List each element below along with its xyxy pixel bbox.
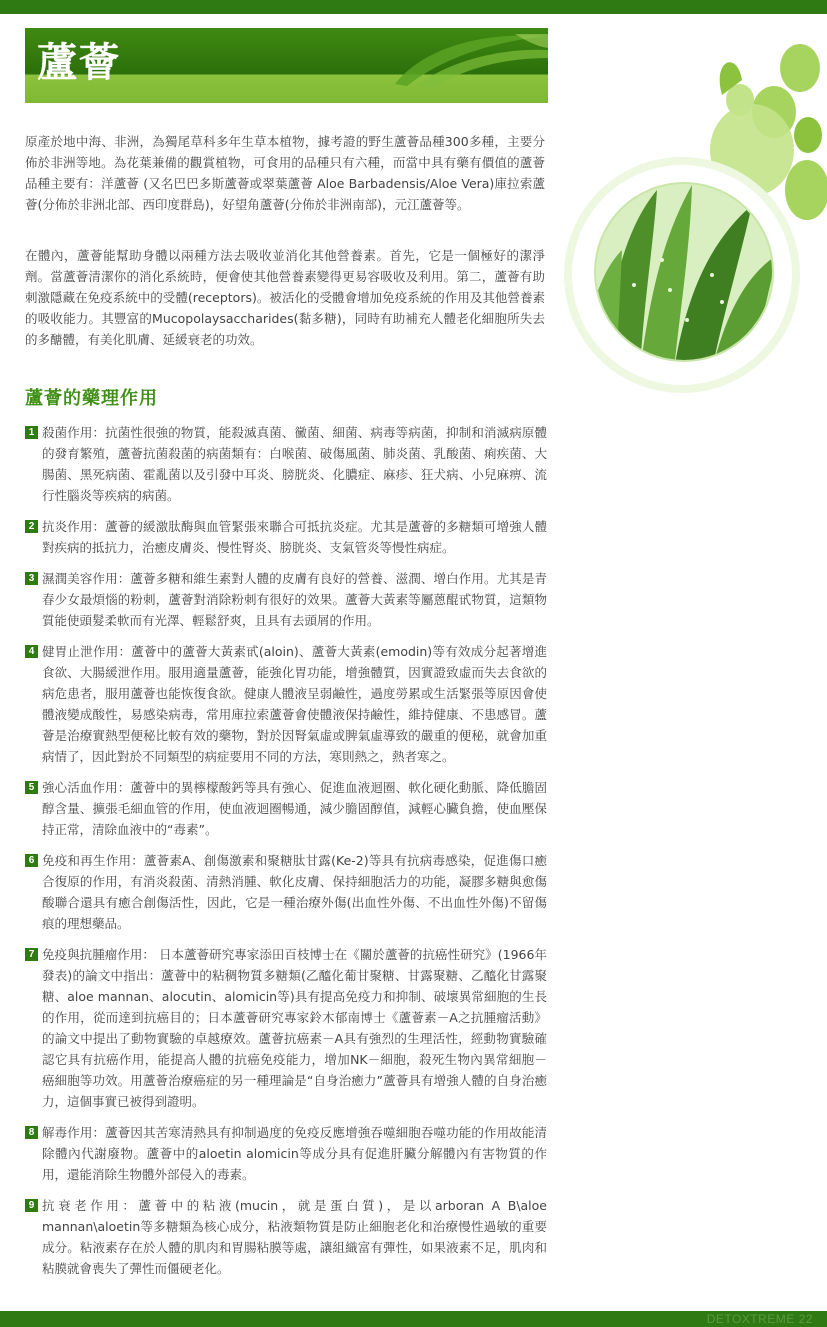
list-item-text: 免疫和再生作用：蘆薈素A、創傷激素和聚糖肽甘露(Ke-2)等具有抗病毒感染，促進傷口癒合復原的作用，有消炎殺菌、清熱消腫、軟化皮膚、保持細胞活力的功能，凝膠多糖與愈傷酸聯合還具有癒合創傷活性，因此，它是一種治療外傷(出血性外傷、不出血性外傷)不留傷痕的理想藥品。 xyxy=(42,853,547,931)
list-item xyxy=(25,777,547,840)
number-badge-icon: 3 xyxy=(25,572,38,585)
list-item xyxy=(25,641,547,767)
list-item xyxy=(25,944,547,1112)
effects-list xyxy=(25,422,547,1289)
list-item xyxy=(25,422,547,506)
bottom-bar xyxy=(0,1311,827,1327)
number-badge-icon: 7 xyxy=(25,948,38,961)
intro-paragraph: 在體內，蘆薈能幫助身體以兩種方法去吸收並消化其他營養素。首先，它是一個極好的潔淨劑。當蘆薈清潔你的消化系統時，便會使其他營養素變得更易容吸收及利用。第二，蘆薈有助刺激隱藏在免疫系統中的受體(receptors)。被活化的受體會增加免疫系統的作用及其他營養素的吸收能力。其豐富的Mucopolaysaccharides(黏多糖)，同時有助補充人體老化細胞所失去的多醣體，有美化肌膚、延緩衰老的功效。 xyxy=(25,248,545,347)
list-item xyxy=(25,568,547,631)
aloe-leaves-illustration xyxy=(562,40,827,400)
number-badge-icon: 1 xyxy=(25,426,38,439)
list-item xyxy=(25,1122,547,1185)
number-badge-icon: 4 xyxy=(25,645,38,658)
list-item xyxy=(25,850,547,934)
list-item-text: 殺菌作用：抗菌性很強的物質，能殺滅真菌、黴菌、細菌、病毒等病菌，抑制和消滅病原體的發育繁殖，蘆薈抗菌殺菌的病菌類有：白喉菌、破傷風菌、肺炎菌、乳酸菌、痢疾菌、大腸菌、黑死病菌、霍亂菌以及引發中耳炎、膀胱炎、化膿症、麻疹、狂犬病、小兒麻痹、流行性腦炎等疾病的病菌。 xyxy=(42,425,547,503)
leaf-swirl-icon xyxy=(385,28,548,88)
list-item xyxy=(25,516,547,558)
number-badge-icon: 6 xyxy=(25,854,38,867)
list-item-text: 解毒作用：蘆薈因其苦寒清熱具有抑制過度的免疫反應增強吞噬細胞吞噬功能的作用故能清除體內代謝廢物。蘆薈中的aloetin alomicin等成分具有促進肝臟分解體內有害物質的作用，還能消除生物體外部侵入的毒素。 xyxy=(42,1125,547,1182)
list-item-text: 免疫與抗腫瘤作用： 日本蘆薈研究專家添田百枝博士在《關於蘆薈的抗癌性研究》(1966年發表)的論文中指出：蘆薈中的粘稠物質多糖類(乙醯化葡甘聚糖、甘露聚糖、乙醯化甘露聚糖、aloe mannan、alocutin、alomicin等)具有提高免疫力和抑制、破壞異常細胞的生長的作用，從而達到抗癌目的；日本蘆薈研究專家鈴木郁南博士《蘆薈素－A之抗腫瘤活動》的論文中提出了動物實驗的卓越療效。蘆薈抗癌素－A具有強烈的生理活性，經動物實驗確認它具有抗癌作用，能提高人體的抗癌免疫能力，增加NK－細胞，殺死生物內異常細胞－癌細胞等功效。用蘆薈治療癌症的另一種理論是“自身治癒力”蘆薈具有增強人體的自身治癒力，這個事實已被得到證明。 xyxy=(42,947,547,1109)
list-item xyxy=(25,1195,547,1279)
list-item-text: 濕潤美容作用：蘆薈多糖和維生素對人體的皮膚有良好的營養、滋潤、增白作用。尤其是青春少女最煩惱的粉刺，蘆薈對消除粉刺有很好的效果。蘆薈大黃素等屬蒽醌甙物質，這類物質能使頭髮柔軟而有光澤、輕鬆舒爽，且具有去頭屑的作用。 xyxy=(42,571,547,628)
intro-paragraph: 原產於地中海、非洲，為獨尾草科多年生草本植物，據考證的野生蘆薈品種300多種，主要分佈於非洲等地。為花葉兼備的觀賞植物，可食用的品種只有六種，而當中具有藥有價值的蘆薈品種主要有：洋蘆薈 (又名巴巴多斯蘆薈或翠葉蘆薈 Aloe Barbadensis/Aloe Vera)庫拉索蘆薈(分佈於非洲北部、西印度群島)，好望角蘆薈(分佈於非洲南部)，元江蘆薈等。 xyxy=(25,134,545,212)
list-item-text: 抗衰老作用：蘆薈中的粘液(mucin，就是蛋白質)，是以arboran A B\aloe mannan\aloetin等多糖類為核心成分，粘液類物質是防止細胞老化和治療慢性過敏的重要成分。粘液素存在於人體的肌肉和胃腸粘膜等處，讓組織富有彈性，如果液素不足，肌肉和粘膜就會喪失了彈性而僵硬老化。 xyxy=(42,1198,547,1276)
list-item-text: 健胃止泄作用：蘆薈中的蘆薈大黃素甙(aloin)、蘆薈大黃素(emodin)等有效成分起著增進食欲、大腸緩泄作用。服用適量蘆薈，能強化胃功能，增強體質，因實證致虛而失去食欲的病危患者，服用蘆薈也能恢復食欲。健康人體液呈弱鹼性，過度勞累或生活緊張等原因會使體液變成酸性，易感染病毒，常用庫拉索蘆薈會使體液保持鹼性，維持健康、不患感冒。蘆薈是治療實熱型便秘比較有效的藥物，對於因腎氣虛或脾氣虛導致的嚴重的便秘，就會加重病情了，因此對於不同類型的病症要用不同的方法，寒則熱之，熱者寒之。 xyxy=(42,644,547,764)
header-banner xyxy=(25,28,548,103)
number-badge-icon: 2 xyxy=(25,520,38,533)
list-item-text: 強心活血作用：蘆薈中的異檸檬酸鈣等具有強心、促進血液迴圈、軟化硬化動脈、降低膽固醇含量、擴張毛細血管的作用，使血液迴圈暢通，減少膽固醇值，減輕心臟負擔，使血壓保持正常，清除血液中的“毒素”。 xyxy=(42,780,547,837)
number-badge-icon: 8 xyxy=(25,1126,38,1139)
number-badge-icon: 5 xyxy=(25,781,38,794)
list-item-text: 抗炎作用：蘆薈的緩激肽酶與血管緊張來聯合可抵抗炎症。尤其是蘆薈的多糖類可增強人體對疾病的抵抗力，治癒皮膚炎、慢性腎炎、膀胱炎、支氣管炎等慢性病症。 xyxy=(42,519,547,555)
footer-page-label: DETOXTREME 22 xyxy=(706,1312,813,1326)
page-title: 蘆薈 xyxy=(37,39,121,86)
section-heading: 蘆薈的藥理作用 xyxy=(25,388,158,409)
number-badge-icon: 9 xyxy=(25,1199,38,1212)
top-bar xyxy=(0,0,827,14)
